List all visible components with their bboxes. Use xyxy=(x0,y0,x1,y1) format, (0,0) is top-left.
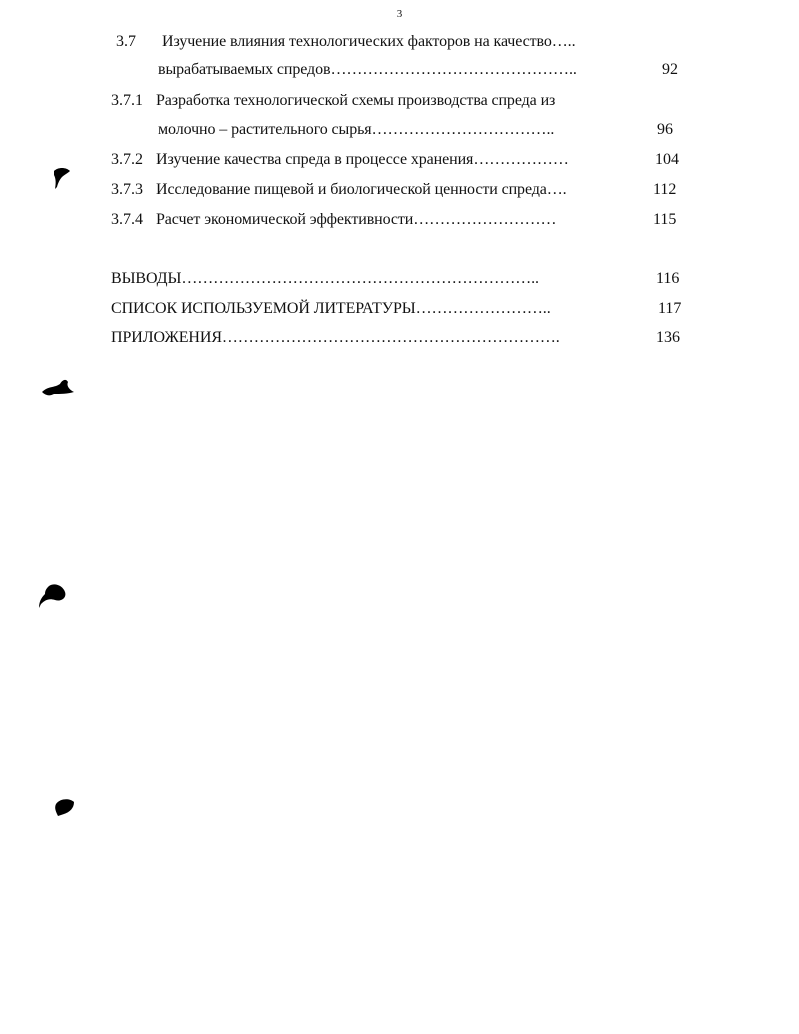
page-number: 3 xyxy=(396,8,403,20)
toc-entry-title: ПРИЛОЖЕНИЯ………………………………………………………. xyxy=(111,329,560,346)
toc-entry-title: СПИСОК ИСПОЛЬЗУЕМОЙ ЛИТЕРАТУРЫ…………………….. xyxy=(111,300,551,317)
toc-entry-title: Разработка технологической схемы производства спреда из xyxy=(156,92,556,109)
toc-entry-title-continued: молочно – растительного сырья…………………………….. xyxy=(158,121,555,138)
toc-entry-title: Изучение качества спреда в процессе хранения……………… xyxy=(156,151,569,168)
toc-section-number: 3.7.1 xyxy=(111,92,143,109)
scan-artifact-mark xyxy=(35,580,69,610)
scan-artifact-mark xyxy=(40,374,76,400)
toc-page-number: 92 xyxy=(662,61,678,78)
toc-section-number: 3.7.2 xyxy=(111,151,143,168)
toc-entry-title: ВЫВОДЫ………………………………………………………….. xyxy=(111,270,539,287)
toc-page-number: 117 xyxy=(658,300,682,317)
scan-artifact-mark xyxy=(52,796,76,818)
toc-section-number: 3.7.3 xyxy=(111,181,143,198)
toc-page-number: 116 xyxy=(656,270,680,287)
scan-artifact-mark xyxy=(50,165,74,193)
toc-page-number: 104 xyxy=(655,151,679,168)
toc-page-number: 136 xyxy=(656,329,680,346)
toc-section-number: 3.7 xyxy=(116,33,136,50)
toc-page-number: 96 xyxy=(657,121,673,138)
toc-page-number: 115 xyxy=(653,211,677,228)
toc-entry-title: Изучение влияния технологических факторов на качество….. xyxy=(162,33,576,50)
toc-entry-title: Исследование пищевой и биологической ценности спреда…. xyxy=(156,181,567,198)
toc-entry-title: Расчет экономической эффективности……………………… xyxy=(156,211,557,228)
toc-entry-title-continued: вырабатываемых спредов……………………………………….. xyxy=(158,61,577,78)
toc-section-number: 3.7.4 xyxy=(111,211,143,228)
toc-page-number: 112 xyxy=(653,181,677,198)
